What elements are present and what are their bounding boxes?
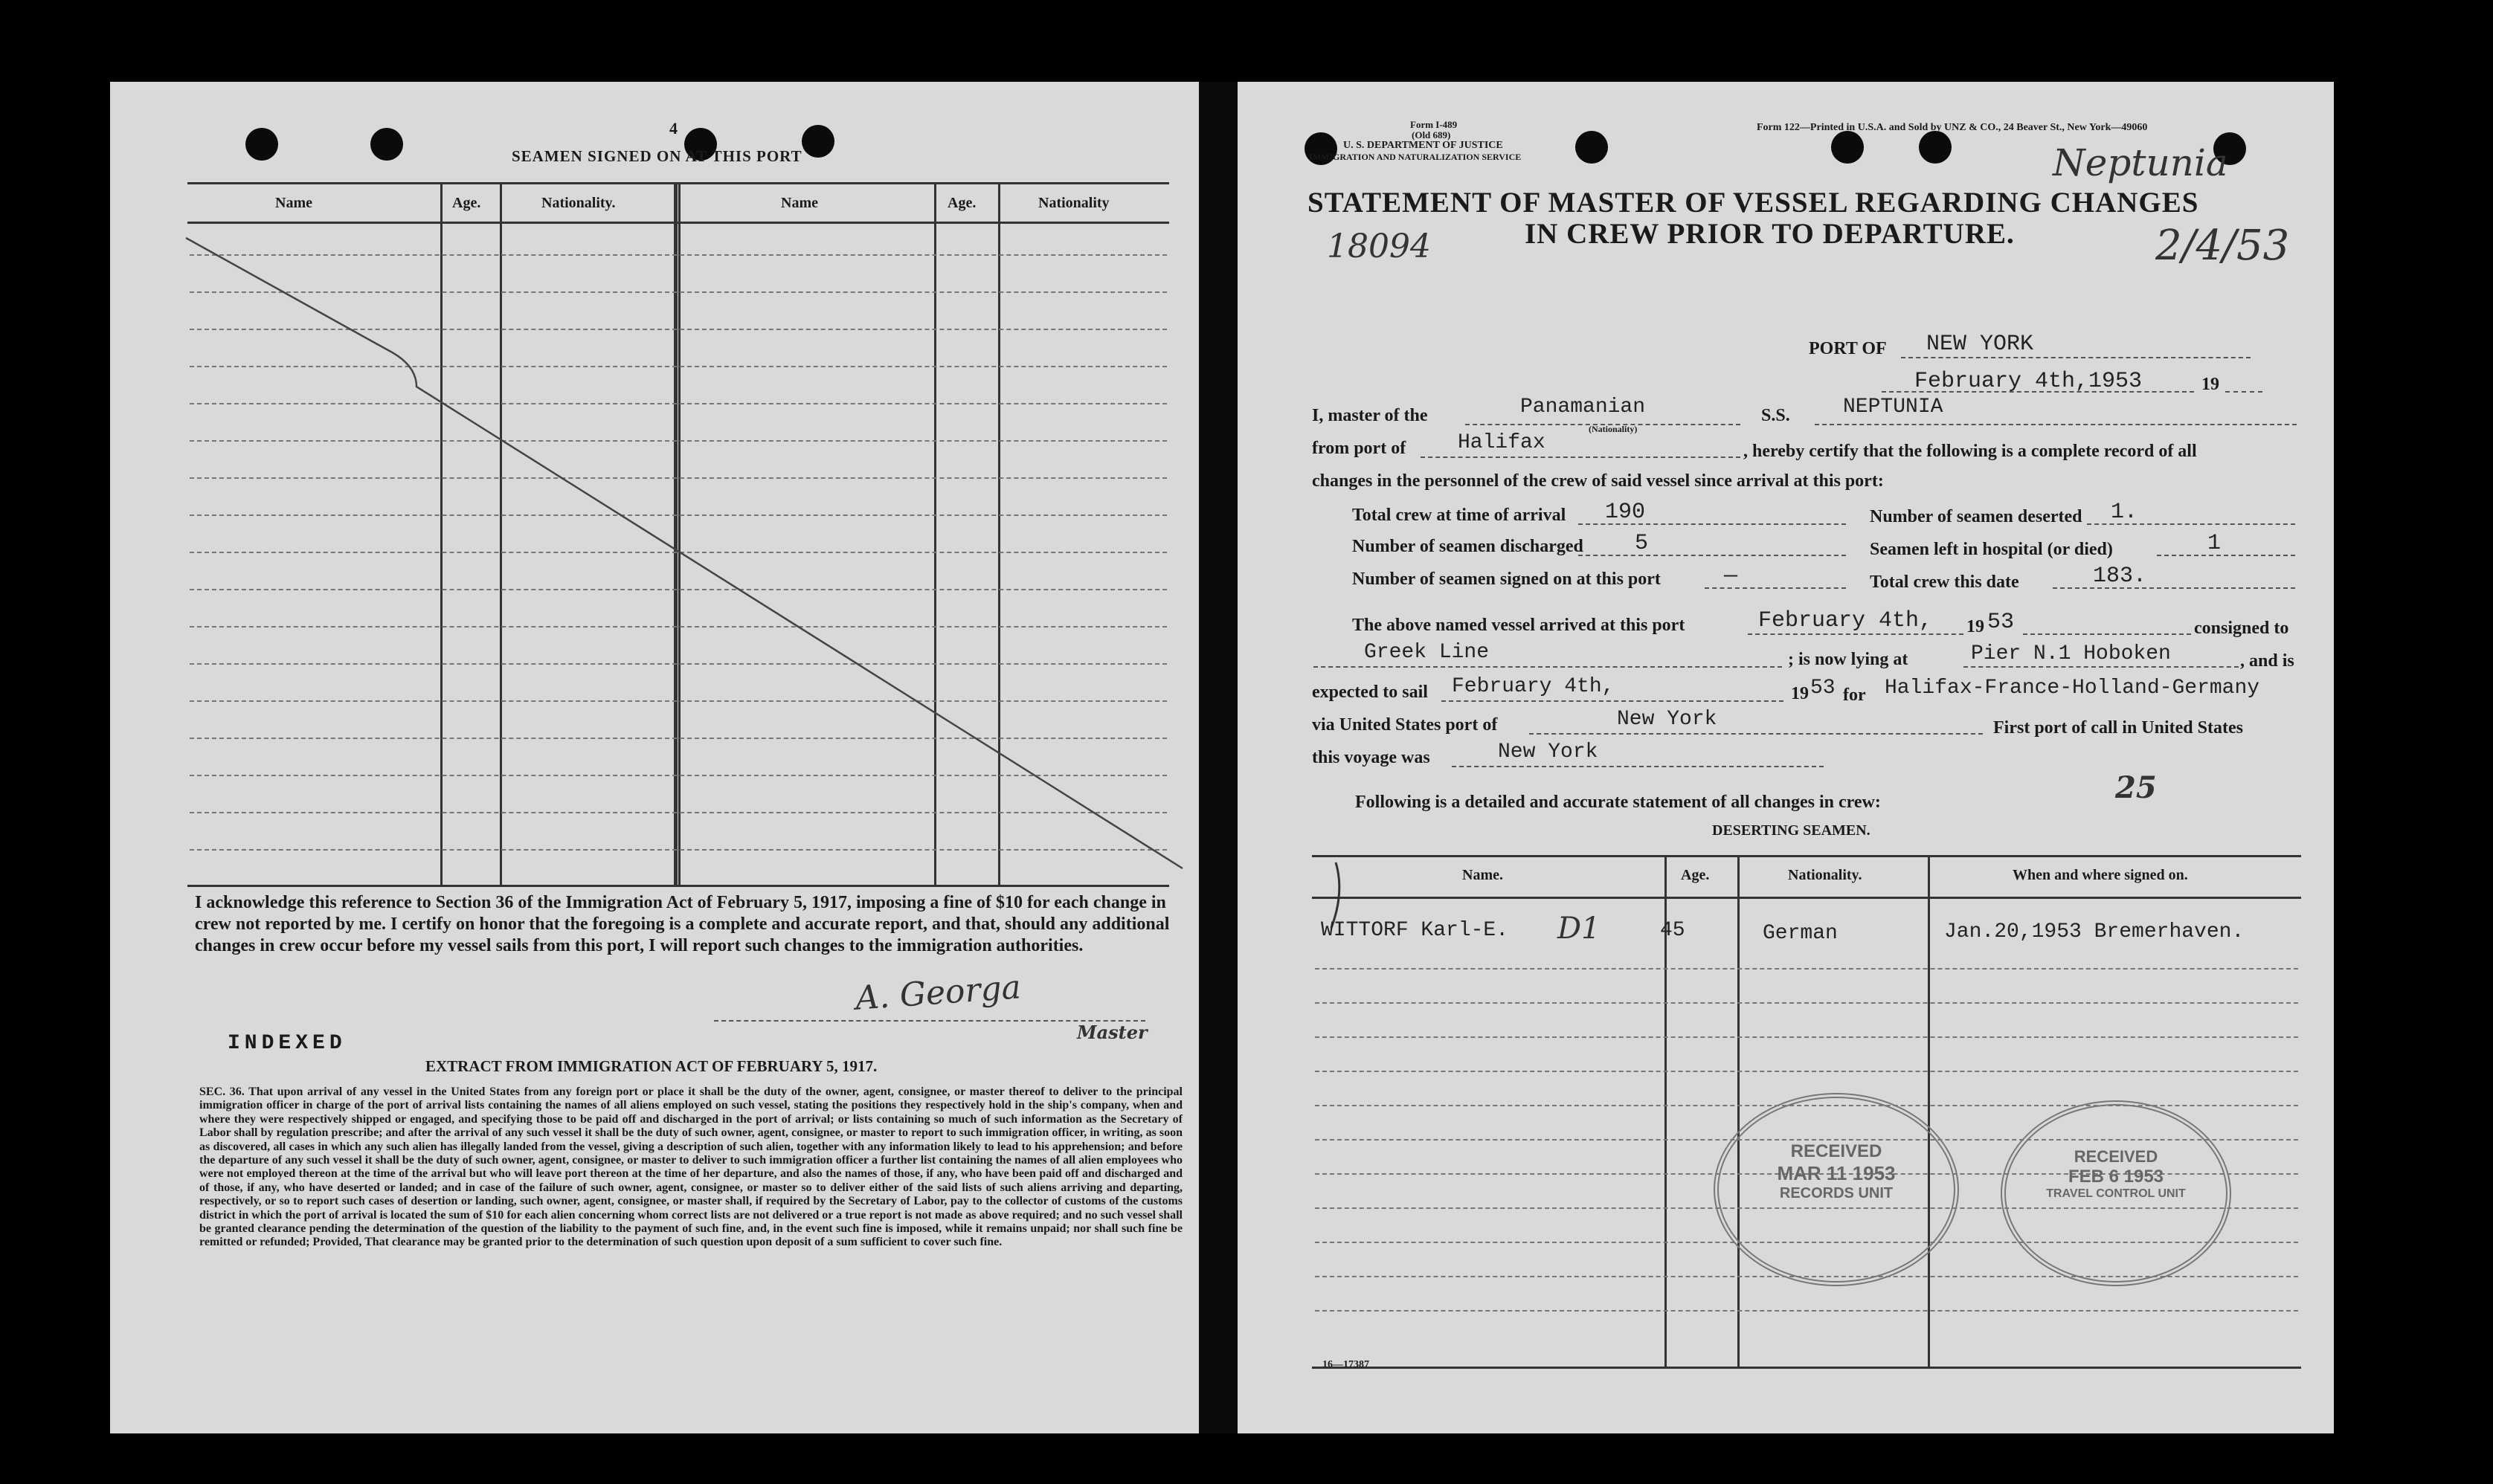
ss-label: S.S. bbox=[1761, 406, 1790, 425]
hospital-underline bbox=[2157, 555, 2295, 556]
signed-on-underline bbox=[1705, 587, 1846, 589]
department: U. S. DEPARTMENT OF JUSTICE bbox=[1343, 140, 1503, 151]
received-stamp-travel bbox=[2001, 1100, 2231, 1286]
stamp-text: RECEIVED bbox=[2074, 1147, 2158, 1166]
deserting-title: DESERTING SEAMEN. bbox=[1712, 822, 1870, 839]
deserter-nationality: German bbox=[1763, 922, 1838, 945]
col-name-1: Name bbox=[275, 195, 312, 211]
master-label: Master bbox=[1077, 1022, 1148, 1043]
arrived-year-prefix: 19 bbox=[1966, 617, 1984, 636]
total-crew-date-label: Total crew this date bbox=[1870, 572, 2019, 592]
date-suffix: 19 bbox=[2201, 375, 2219, 394]
hand-count: 25 bbox=[2115, 770, 2157, 805]
discharged-label: Number of seamen discharged bbox=[1352, 537, 1583, 556]
acknowledgment-text: I acknowledge this reference to Section 36 of the Immigration Act of February 5, 1917, imposing a fine of $10 for each change in crew not reported by me. I certify on honor that the foregoing is a complete and accurate report, and that, should any additional changes in crew occur before my vessel sails from this port, I will report such changes to the immigration authorities. bbox=[195, 893, 1170, 955]
arrived-label: The above named vessel arrived at this port bbox=[1352, 616, 1685, 635]
hand-date: 2/4/53 bbox=[2155, 222, 2290, 270]
left-title: SEAMEN SIGNED ON AT THIS PORT bbox=[512, 147, 802, 165]
nationality-value: Panamanian bbox=[1520, 396, 1646, 419]
deserted-label: Number of seamen deserted bbox=[1870, 507, 2082, 526]
vessel-underline bbox=[1815, 424, 2297, 425]
form-old: (Old 689) bbox=[1412, 129, 1451, 141]
total-crew-arrival-underline bbox=[1578, 523, 1846, 525]
nationality-caption: (Nationality) bbox=[1589, 424, 1638, 434]
deserter-age: 45 bbox=[1660, 919, 1685, 942]
arrived-underline bbox=[1748, 633, 1963, 635]
master-signature: A. Georga bbox=[854, 968, 1023, 1018]
first-port-label: First port of call in United States bbox=[1993, 718, 2243, 738]
nationality-underline bbox=[1465, 424, 1740, 425]
stamp-text: FEB 6 1953 bbox=[2068, 1167, 2164, 1187]
sail-year-prefix: 19 bbox=[1791, 684, 1809, 703]
stamp-text: MAR 11 1953 bbox=[1777, 1162, 1896, 1184]
deserted-value: 1. bbox=[2111, 500, 2138, 525]
port-underline bbox=[1901, 357, 2251, 358]
sail-year-value: 53 bbox=[1810, 677, 1836, 700]
date-value: February 4th,1953 bbox=[1914, 369, 2143, 394]
page-number: 4 bbox=[669, 119, 678, 138]
consignee-underline bbox=[1313, 666, 1782, 668]
master-of-label: I, master of the bbox=[1312, 406, 1428, 425]
discharged-value: 5 bbox=[1635, 531, 1649, 556]
via-label: via United States port of bbox=[1312, 715, 1498, 735]
voyage-value: New York bbox=[1498, 741, 1598, 764]
footer-code: 16—17387 bbox=[1322, 1359, 1369, 1370]
from-port-underline bbox=[1421, 457, 1740, 458]
consignee-value: Greek Line bbox=[1364, 641, 1490, 664]
hospital-value: 1 bbox=[2207, 531, 2222, 556]
expected-underline bbox=[1441, 700, 1783, 702]
col-name-2: Name bbox=[781, 195, 818, 211]
received-stamp-records bbox=[1714, 1093, 1959, 1286]
and-is-label: , and is bbox=[2240, 651, 2294, 671]
from-port-label: from port of bbox=[1312, 439, 1406, 458]
from-port-value: Halifax bbox=[1458, 431, 1545, 454]
deserter-signed-on: Jan.20,1953 Bremerhaven. bbox=[1944, 920, 2245, 943]
printer-line: Form 122—Printed in U.S.A. and Sold by UNZ & CO., 24 Beaver St., New York—49060 bbox=[1757, 122, 2148, 133]
expected-value: February 4th, bbox=[1452, 675, 1615, 698]
following-label: Following is a detailed and accurate statement of all changes in crew: bbox=[1355, 793, 1881, 812]
form-number: Form I-489 bbox=[1410, 119, 1458, 130]
desert-col-nationality: Nationality. bbox=[1788, 867, 1862, 883]
desert-table-top bbox=[1312, 855, 2301, 857]
arrived-year-value: 53 bbox=[1987, 610, 2015, 635]
via-value: New York bbox=[1617, 708, 1717, 731]
total-crew-arrival-label: Total crew at time of arrival bbox=[1352, 506, 1566, 525]
desert-col-signed: When and where signed on. bbox=[2013, 867, 2188, 883]
hospital-label: Seamen left in hospital (or died) bbox=[1870, 540, 2113, 559]
desert-col-age: Age. bbox=[1681, 867, 1710, 883]
expected-label: expected to sail bbox=[1312, 683, 1428, 702]
lying-value: Pier N.1 Hoboken bbox=[1971, 642, 2171, 665]
desert-col-rule bbox=[1928, 855, 1930, 1367]
changes-text: changes in the personnel of the crew of said vessel since arrival at this port: bbox=[1312, 471, 1884, 491]
port-label: PORT OF bbox=[1809, 339, 1887, 358]
col-nationality-2: Nationality bbox=[1038, 195, 1110, 211]
hand-number: 18094 bbox=[1327, 228, 1431, 265]
total-crew-date-underline bbox=[2053, 587, 2295, 589]
date-suffix-underline bbox=[2225, 391, 2262, 393]
desert-table-bottom bbox=[1312, 1367, 2301, 1369]
signed-on-value: — bbox=[1724, 564, 1738, 589]
indexed-stamp: INDEXED bbox=[228, 1032, 347, 1055]
deserted-underline bbox=[2087, 523, 2295, 525]
vessel-value: NEPTUNIA bbox=[1843, 396, 1943, 419]
statement-title-2: IN CREW PRIOR TO DEPARTURE. bbox=[1525, 218, 2015, 250]
deserter-name: WITTORF Karl-E. bbox=[1321, 919, 1509, 942]
consigned-label: consigned to bbox=[2194, 619, 2289, 638]
stamp-text: TRAVEL CONTROL UNIT bbox=[2046, 1187, 2186, 1200]
extract-text: SEC. 36. That upon arrival of any vessel in the United States from any foreign port or place it shall be the duty of the owner, agent, consignee, or master thereof to deliver to the principal immigration officer in charge of the port of arrival lists containing the names of all aliens employed on such vessel, stating the positions they respectively hold in the ship's company, when and where they were respectively shipped or engaged, and specifying those to be paid off and discharged in the port of arrival; or lists containing so much of such information as the Secretary of Labor shall by regulation prescribe; and after the arrival of any such vessel it shall be the duty of such owner, agent, consignee, or master to report to such immigration officer, in writing, as soon as discovered, all cases in which any such alien has illegally landed from the vessel, giving a description of such alien, together with any information likely to lead to his apprehension; and before the departure of any such vessel it shall be the duty of such owner, agent, consignee, or master to deliver to such immigration officer a further list containing the names of all alien employees who were not employed thereon at the time of the arrival but who will leave port thereon at the time of her departure, and also the names of those, if any, who have been paid off and discharged and of those, if any, who have deserted or landed; and in case of the failure of such owner, agent, consignee, or master so to deliver either of the said lists of such aliens arriving and departing, respectively, or so to report such cases of desertion or landing, such owner, agent, consignee, or master shall, if required by the Secretary of Labor, pay to the collector of customs of the customs district in which the port of arrival is located the sum of $10 for each alien concerning whom correct lists are not delivered or a true report is not made as above required; and no such vessel shall be granted clearance pending the determination of the question of the liability to the payment of such fine, and, in the event such fine is imposed, while it remains unpaid; nor shall such fine be remitted or refunded; Provided, That clearance may be granted prior to the determination of such question upon deposit of a sum sufficient to cover such fine. bbox=[199, 1085, 1183, 1249]
via-underline bbox=[1529, 733, 1983, 735]
signed-on-label: Number of seamen signed on at this port bbox=[1352, 570, 1661, 589]
lying-label: ; is now lying at bbox=[1788, 650, 1908, 669]
total-crew-date-value: 183. bbox=[2093, 564, 2147, 589]
col-nationality-1: Nationality. bbox=[541, 195, 616, 211]
arrived-value: February 4th, bbox=[1758, 608, 1933, 633]
col-age-2: Age. bbox=[948, 195, 977, 211]
total-crew-arrival-value: 190 bbox=[1605, 500, 1646, 525]
service: IMMIGRATION AND NATURALIZATION SERVICE bbox=[1309, 152, 1522, 162]
destination-value: Halifax-France-Holland-Germany bbox=[1885, 677, 2260, 700]
extract-title: EXTRACT FROM IMMIGRATION ACT OF FEBRUARY 5, 1917. bbox=[425, 1057, 878, 1075]
lying-underline bbox=[1963, 666, 2239, 668]
consigned-underline bbox=[2023, 633, 2191, 635]
voyage-label: this voyage was bbox=[1312, 748, 1430, 767]
for-label: for bbox=[1843, 685, 1866, 705]
desert-col-name: Name. bbox=[1462, 867, 1503, 883]
deserter-mark: D1 bbox=[1557, 912, 1601, 946]
hand-ship-name: Neptunia bbox=[2053, 141, 2228, 184]
port-value: NEW YORK bbox=[1926, 332, 2034, 357]
statement-title-1: STATEMENT OF MASTER OF VESSEL REGARDING CHANGES bbox=[1307, 187, 2199, 219]
col-age-1: Age. bbox=[452, 195, 481, 211]
stamp-text: RECEIVED bbox=[1790, 1141, 1882, 1161]
discharged-underline bbox=[1578, 555, 1846, 556]
date-underline bbox=[1882, 391, 2194, 393]
desert-table-header-rule bbox=[1312, 897, 2301, 899]
certify-text: , hereby certify that the following is a complete record of all bbox=[1743, 442, 2197, 461]
stamp-text: RECORDS UNIT bbox=[1779, 1185, 1894, 1201]
desert-col-rule bbox=[1737, 855, 1740, 1367]
voyage-underline bbox=[1452, 766, 1824, 767]
